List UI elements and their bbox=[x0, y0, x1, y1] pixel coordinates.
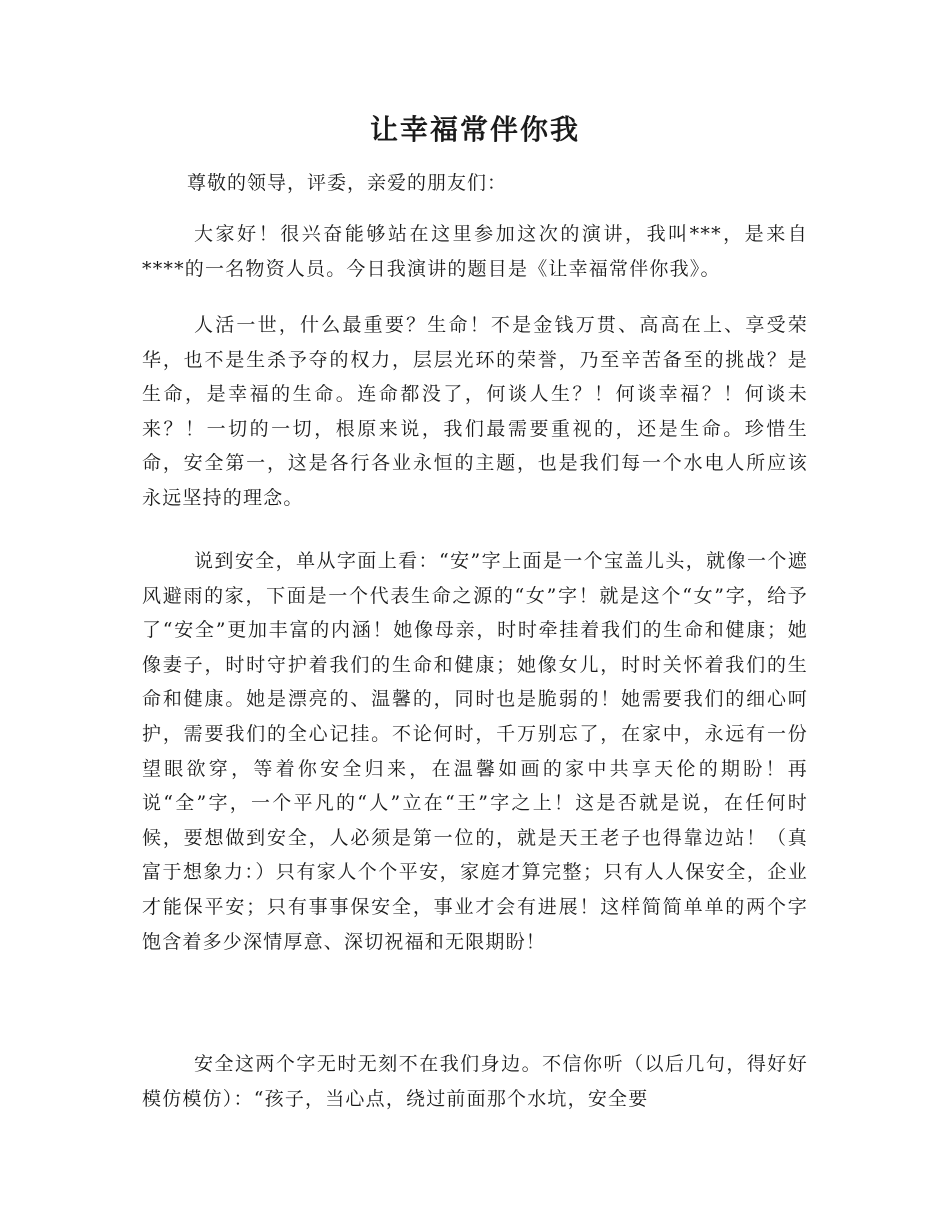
paragraph-1: 大家好！很兴奋能够站在这里参加这次的演讲，我叫***，是来自****的一名物资人员。今日我演讲的题目是《让幸福常伴你我》。 bbox=[142, 223, 808, 280]
paragraph-3: 说到安全，单从字面上看：“安”字上面是一个宝盖儿头，就像一个遮风避雨的家，下面是一个代表生命之源的“女”字！就是这个“女”字，给予了“安全”更加丰富的内涵！她像母亲，时时牵挂着我们的生命和健康；她像妻子，时时守护着我们的生命和健康；她像女儿，时时关怀着我们的生命和健康。她是漂亮的、温馨的，同时也是脆弱的！她需要我们的细心呵护，需要我们的全心记挂。不论何时，千万别忘了，在家中，永远有一份望眼欲穿，等着你安全归来，在温馨如画的家中共享天伦的期盼！再说“全”字，一个平凡的“人”立在“王”字之上！这是否就是说，在任何时候，要想做到安全，人必须是第一位的，就是天王老子也得靠边站！（真富于想象力：）只有家人个个平安，家庭才算完整；只有人人保安全，企业才能保平安；只有事事保安全，事业才会有进展！这样简简单单的两个字饱含着多少深情厚意、深切祝福和无限期盼！ bbox=[142, 550, 808, 953]
document-title: 让幸福常伴你我 bbox=[369, 113, 580, 146]
paragraph-2: 人活一世，什么最重要？生命！不是金钱万贯、高高在上、享受荣华，也不是生杀予夺的权力，层层光环的荣誉，乃至辛苦备至的挑战？是生命，是幸福的生命。连命都没了，何谈人生？！何谈幸福？！何谈未来？！一切的一切，根原来说，我们最需要重视的，还是生命。珍惜生命，安全第一，这是各行各业永恒的主题，也是我们每一个水电人所应该永远坚持的理念。 bbox=[142, 314, 808, 509]
salutation: 尊敬的领导，评委，亲爱的朋友们： bbox=[187, 172, 508, 194]
paragraph-4: 安全这两个字无时无刻不在我们身边。不信你听（以后几句，得好好模仿模仿）：“孩子，当心点，绕过前面那个水坑，安全要 bbox=[142, 1053, 808, 1110]
